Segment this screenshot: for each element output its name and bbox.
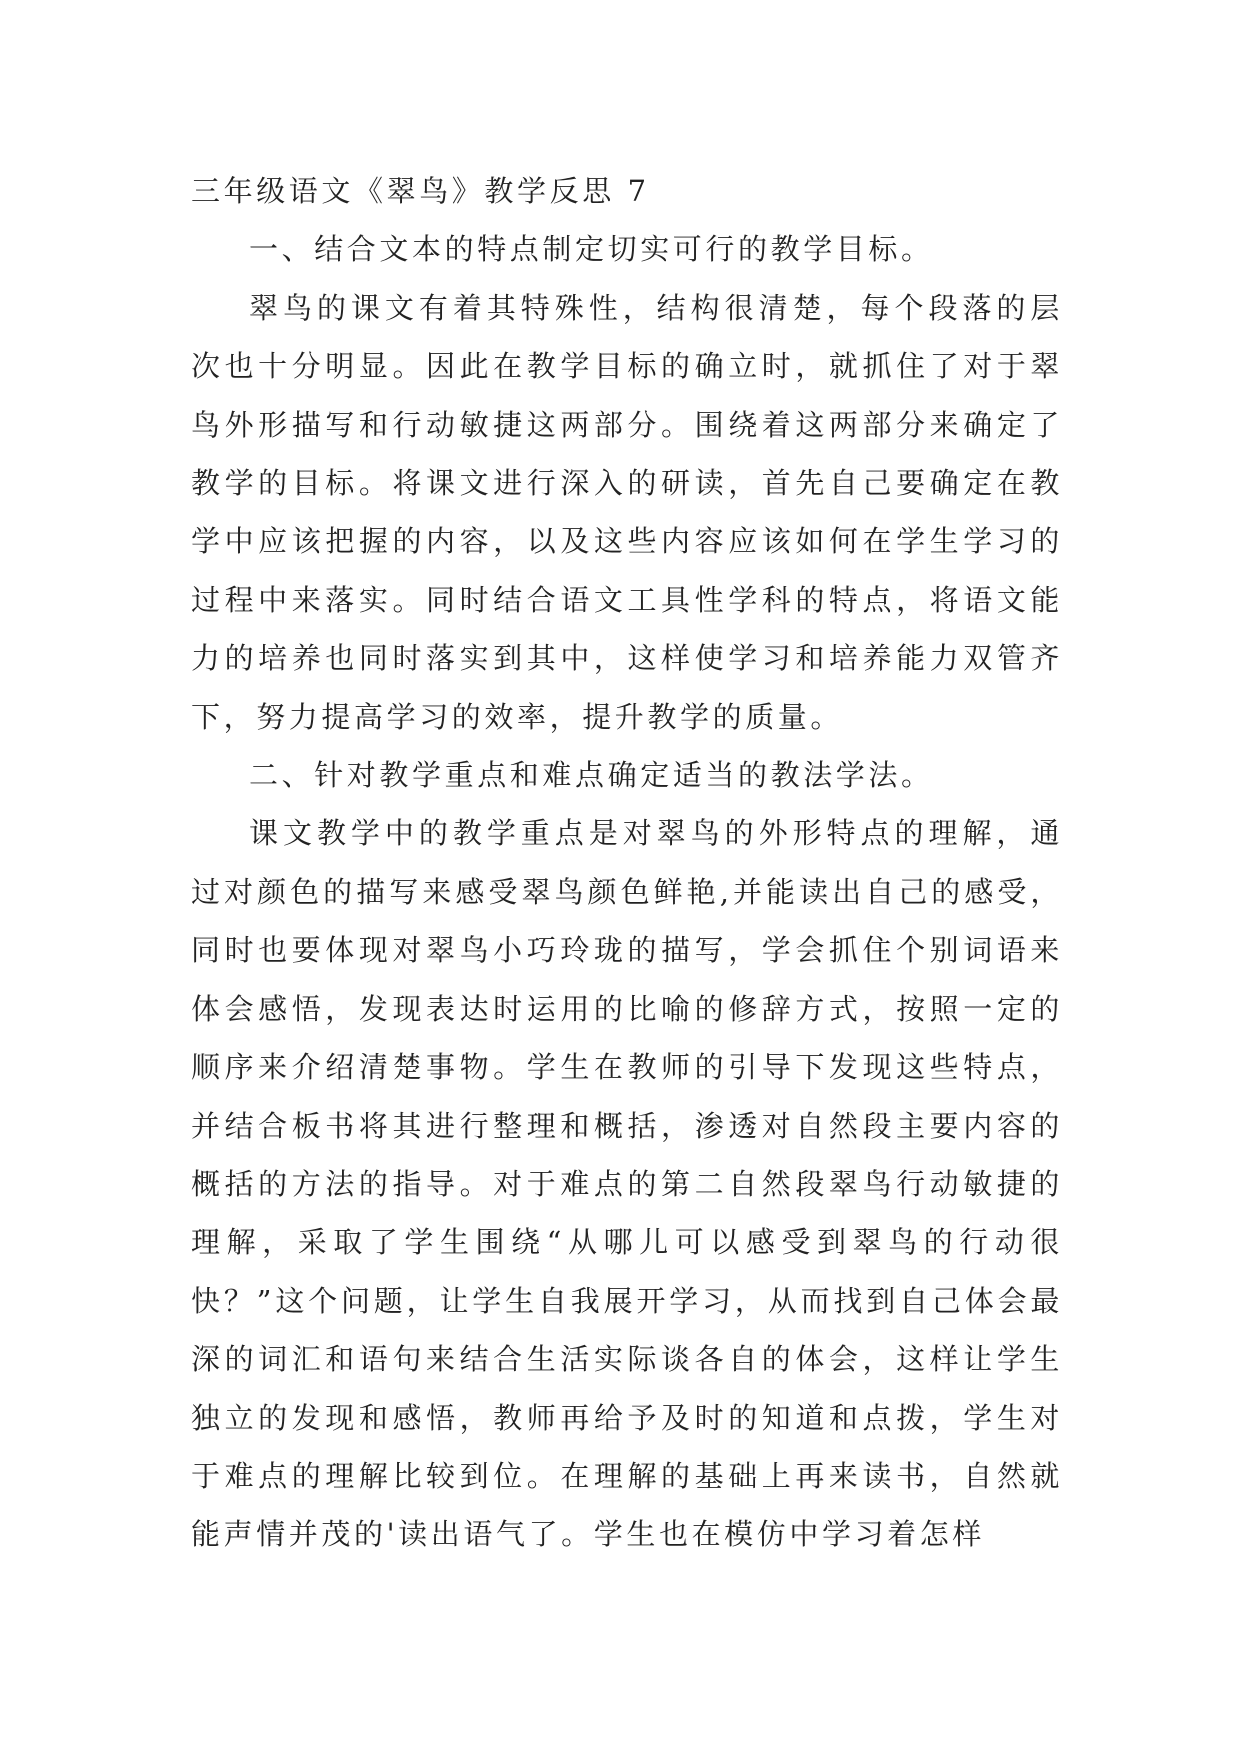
- section-heading-2: 二、针对教学重点和难点确定适当的教法学法。: [249, 758, 934, 793]
- document-body: [191, 162, 1063, 1564]
- section-heading-1: 一、结合文本的特点制定切实可行的教学目标。: [249, 232, 934, 267]
- body-paragraph-2: 课文教学中的教学重点是对翠鸟的外形特点的理解，通过对颜色的描写来感受翠鸟颜色鲜艳,并能读出自己的感受，同时也要体现对翠鸟小巧玲珑的描写，学会抓住个别词语来体会感悟，发现表达时运用的比喻的修辞方式，按照一定的顺序来介绍清楚事物。学生在教师的引导下发现这些特点，并结合板书将其进行整理和概括，渗透对自然段主要内容的概括的方法的指导。对于难点的第二自然段翠鸟行动敏捷的理解，采取了学生围绕“从哪儿可以感受到翠鸟的行动很快？”这个问题，让学生自我展开学习，从而找到自己体会最深的词汇和语句来结合生活实际谈各自的体会，这样让学生独立的发现和感悟，教师再给予及时的知道和点拨，学生对于难点的理解比较到位。在理解的基础上再来读书，自然就能声情并茂的'读出语气了。学生也在模仿中学习着怎样: [191, 816, 1063, 1552]
- body-paragraph-1: 翠鸟的课文有着其特殊性，结构很清楚，每个段落的层次也十分明显。因此在教学目标的确立时，就抓住了对于翠鸟外形描写和行动敏捷这两部分。围绕着这两部分来确定了教学的目标。将课文进行深入的研读，首先自己要确定在教学中应该把握的内容，以及这些内容应该如何在学生学习的过程中来落实。同时结合语文工具性学科的特点，将语文能力的培养也同时落实到其中，这样使学习和培养能力双管齐下，努力提高学习的效率，提升教学的质量。: [191, 290, 1063, 734]
- document-title: 三年级语文《翠鸟》教学反思 7: [191, 174, 650, 208]
